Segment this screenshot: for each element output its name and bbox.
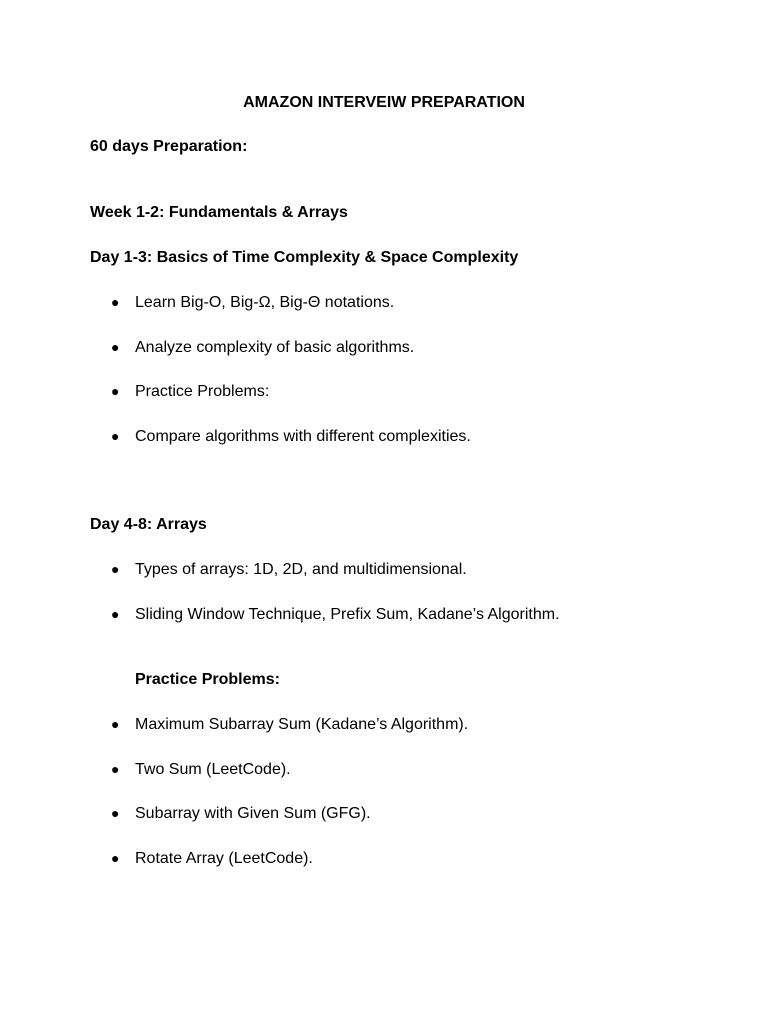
bullet-icon: ●: [111, 850, 120, 866]
list-item: [111, 848, 313, 868]
list-item-text: Maximum Subarray Sum (Kadane’s Algorithm).: [135, 716, 469, 733]
week-heading: Week 1-2: Fundamentals & Arrays: [90, 204, 348, 221]
list-item: [111, 559, 467, 579]
list-item-text: Sliding Window Technique, Prefix Sum, Kadane’s Algorithm.: [135, 606, 560, 623]
bullet-icon: ●: [111, 805, 120, 821]
list-item-text: Analyze complexity of basic algorithms.: [135, 339, 415, 356]
list-item: [111, 292, 394, 312]
bullet-icon: ●: [111, 561, 120, 577]
list-item: [111, 381, 269, 401]
bullet-icon: ●: [111, 716, 120, 732]
bullet-icon: ●: [111, 383, 120, 399]
bullet-icon: ●: [111, 761, 120, 777]
list-item: [111, 426, 471, 446]
list-item-text: Compare algorithms with different complexities.: [135, 428, 471, 445]
list-item: [111, 337, 414, 357]
bullet-icon: ●: [111, 606, 120, 622]
list-item-text: Rotate Array (LeetCode).: [135, 850, 313, 867]
section-heading-day-1-3: Day 1-3: Basics of Time Complexity & Space Complexity: [90, 249, 519, 266]
document-title: AMAZON INTERVEIW PREPARATION: [243, 94, 525, 111]
list-item: [111, 604, 560, 624]
list-item-text: Types of arrays: 1D, 2D, and multidimensional.: [135, 561, 467, 578]
list-item: [111, 759, 291, 779]
list-item-text: Subarray with Given Sum (GFG).: [135, 805, 371, 822]
list-item: [111, 803, 371, 823]
list-item: [111, 714, 468, 734]
intro-heading: 60 days Preparation:: [90, 138, 248, 155]
section-heading-day-4-8: Day 4-8: Arrays: [90, 516, 207, 533]
bullet-icon: ●: [111, 339, 120, 355]
practice-problems-heading: Practice Problems:: [135, 671, 280, 688]
bullet-icon: ●: [111, 294, 120, 310]
bullet-icon: ●: [111, 428, 120, 444]
list-item-text: Two Sum (LeetCode).: [135, 761, 291, 778]
list-item-text: Learn Big-O, Big-Ω, Big-Θ notations.: [135, 294, 395, 311]
list-item-text: Practice Problems:: [135, 383, 270, 400]
